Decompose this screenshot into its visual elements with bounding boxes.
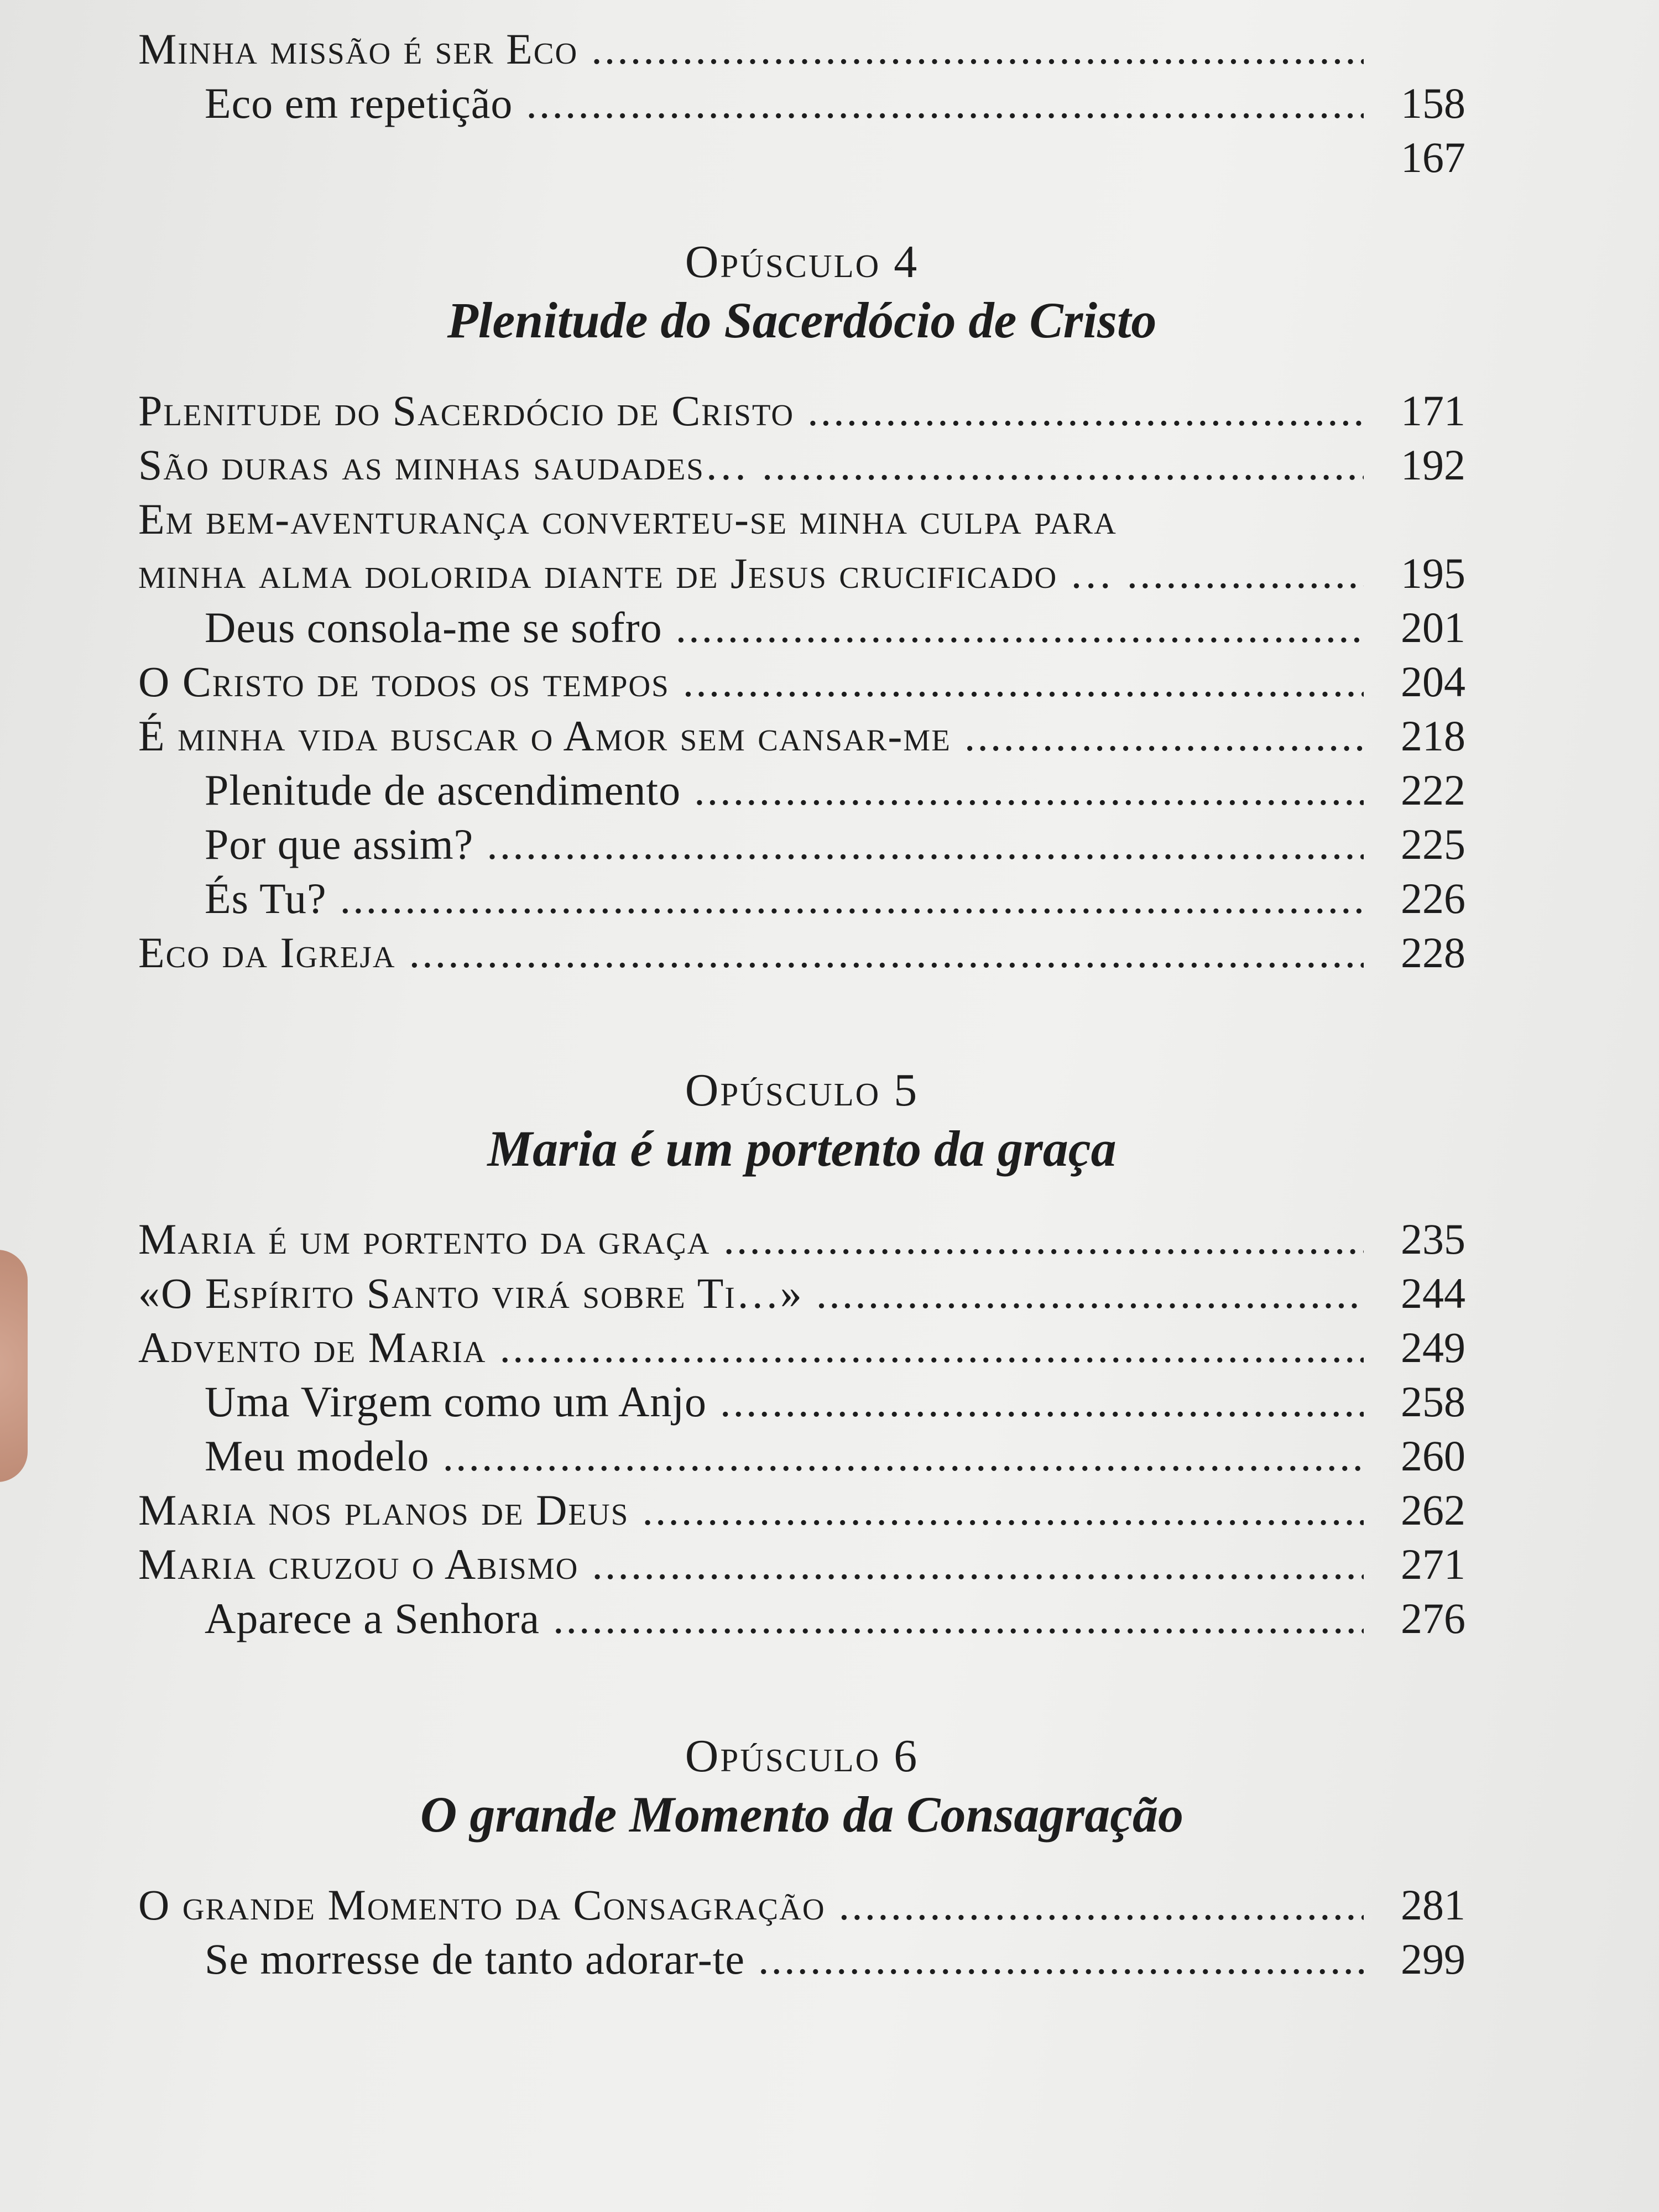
section-label: Opúsculo 6 xyxy=(685,1730,919,1782)
entry-title: Aparece a Senhora xyxy=(205,1594,540,1642)
toc-entry xyxy=(138,601,1465,655)
toc-entry xyxy=(138,76,1465,131)
entry-title: Eco em repetição xyxy=(205,79,513,127)
entry-title: Meu modelo xyxy=(205,1432,430,1480)
entry-title: O grande Momento da Consagração xyxy=(138,1881,826,1929)
entry-page: 167 xyxy=(1401,133,1465,181)
toc-entry xyxy=(138,1321,1465,1375)
entry-page: 258 xyxy=(1401,1378,1465,1426)
entry-title: Maria nos planos de Deus xyxy=(138,1486,629,1534)
leader-dots xyxy=(964,709,1364,763)
toc-entry xyxy=(138,872,1465,926)
toc-entry xyxy=(138,1878,1465,1932)
entry-title: Por que assim? xyxy=(205,820,474,868)
entry-title-line1: Em bem-aventurança converteu-se minha culpa para xyxy=(138,495,1117,543)
leader-dots xyxy=(758,1932,1364,1986)
leader-dots xyxy=(500,1321,1364,1375)
leader-dots xyxy=(676,601,1364,655)
toc-entry xyxy=(138,655,1465,709)
toc-entry xyxy=(138,1483,1465,1537)
entry-page: 235 xyxy=(1401,1215,1465,1263)
section-title: Plenitude do Sacerdócio de Cristo xyxy=(447,292,1157,348)
entry-title: Plenitude de ascendimento xyxy=(205,766,681,814)
entry-page: 195 xyxy=(1401,549,1465,597)
entry-page: 244 xyxy=(1401,1269,1465,1317)
entry-page: 201 xyxy=(1401,603,1465,651)
entry-title: São duras as minhas saudades… xyxy=(138,441,749,489)
table-of-contents xyxy=(138,22,1465,1986)
toc-entry xyxy=(138,1537,1465,1592)
entry-page: 271 xyxy=(1401,1540,1465,1588)
entry-title: Plenitude do Sacerdócio de Cristo xyxy=(138,387,795,435)
section-label: Opúsculo 4 xyxy=(685,236,919,288)
toc-entry xyxy=(138,1429,1465,1483)
leader-dots xyxy=(340,872,1364,926)
toc-entry xyxy=(138,1212,1465,1266)
entry-page: 260 xyxy=(1401,1432,1465,1480)
entry-page: 225 xyxy=(1401,820,1465,868)
leader-dots xyxy=(591,22,1364,76)
section-title: Maria é um portento da graça xyxy=(487,1120,1117,1177)
entry-title: Se morresse de tanto adorar-te xyxy=(205,1935,745,1983)
entry-page: 222 xyxy=(1401,766,1465,814)
entry-title: Maria é um portento da graça xyxy=(138,1215,711,1263)
entry-title: Uma Virgem como um Anjo xyxy=(205,1378,707,1426)
entry-page: 204 xyxy=(1401,658,1465,706)
entry-title: É minha vida buscar o Amor sem cansar-me xyxy=(138,712,951,760)
toc-entry xyxy=(138,1932,1465,1986)
entry-title: O Cristo de todos os tempos xyxy=(138,658,670,706)
toc-entry xyxy=(138,709,1465,763)
entry-title: «O Espírito Santo virá sobre Ti…» xyxy=(138,1269,803,1317)
toc-entry xyxy=(138,22,1465,76)
entry-title: Minha missão é ser Eco xyxy=(138,25,578,73)
entry-page: 262 xyxy=(1401,1486,1465,1534)
entry-page: 276 xyxy=(1401,1594,1465,1642)
section-label: Opúsculo 5 xyxy=(685,1065,919,1116)
entry-page: 299 xyxy=(1401,1935,1465,1983)
leader-dots xyxy=(592,1537,1364,1592)
toc-entry xyxy=(138,817,1465,872)
section-title: O grande Momento da Consagração xyxy=(420,1786,1184,1843)
toc-entry xyxy=(138,1592,1465,1646)
leader-dots xyxy=(553,1592,1364,1646)
leader-dots xyxy=(720,1375,1364,1429)
leader-dots xyxy=(409,926,1364,980)
toc-entry xyxy=(138,384,1465,438)
entry-title: Deus consola-me se sofro xyxy=(205,603,662,651)
entry-page: 192 xyxy=(1401,441,1465,489)
entry-title-line2: minha alma dolorida diante de Jesus crucificado … xyxy=(138,549,1114,597)
thumb-edge xyxy=(0,1250,28,1482)
leader-dots xyxy=(642,1483,1364,1537)
leader-dots xyxy=(526,76,1364,131)
entry-page: 226 xyxy=(1401,874,1465,922)
leader-dots xyxy=(442,1429,1364,1483)
toc-entry xyxy=(138,1375,1465,1429)
toc-entry xyxy=(138,438,1465,492)
toc-entry xyxy=(138,492,1465,546)
leader-dots xyxy=(683,655,1364,709)
leader-dots xyxy=(762,438,1364,492)
toc-entry xyxy=(138,763,1465,817)
leader-dots xyxy=(1127,546,1364,601)
entry-title: Maria cruzou o Abismo xyxy=(138,1540,579,1588)
entry-title: Eco da Igreja xyxy=(138,928,396,977)
entry-page: 249 xyxy=(1401,1323,1465,1371)
entry-page: 171 xyxy=(1401,387,1465,435)
entry-page: 218 xyxy=(1401,712,1465,760)
leader-dots xyxy=(723,1212,1364,1266)
toc-entry xyxy=(138,131,1465,185)
leader-dots xyxy=(807,384,1364,438)
entry-page: 228 xyxy=(1401,928,1465,977)
leader-dots xyxy=(816,1266,1364,1321)
entry-title: Advento de Maria xyxy=(138,1323,487,1371)
toc-entry xyxy=(138,546,1465,601)
entry-title: És Tu? xyxy=(205,874,327,922)
leader-dots xyxy=(694,763,1364,817)
toc-entry xyxy=(138,1266,1465,1321)
entry-page: 158 xyxy=(1401,79,1465,127)
toc-entry xyxy=(138,926,1465,980)
leader-dots xyxy=(487,817,1364,872)
leader-dots xyxy=(839,1878,1364,1932)
entry-page: 281 xyxy=(1401,1881,1465,1929)
